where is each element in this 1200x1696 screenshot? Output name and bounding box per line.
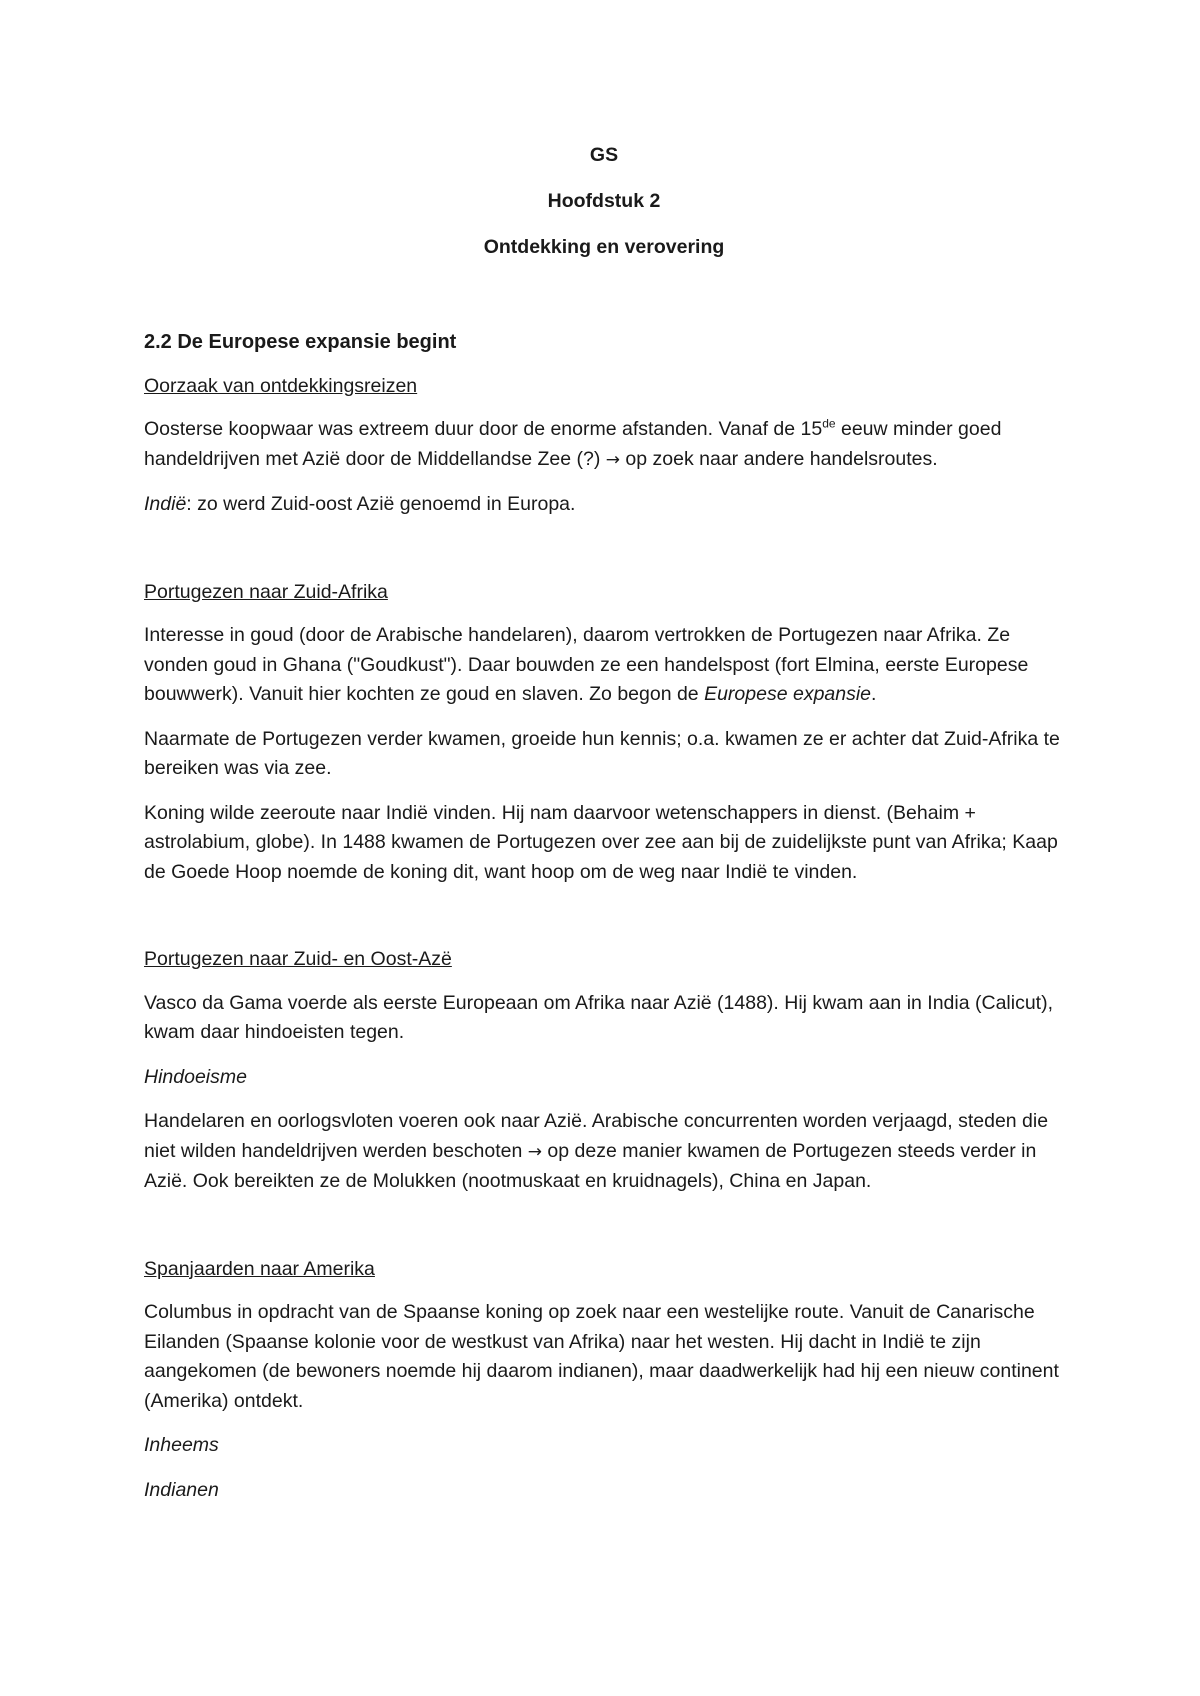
arrow-right-icon: → <box>527 1141 543 1162</box>
paragraph <box>144 415 1064 475</box>
term-text: Indianen <box>144 1478 219 1501</box>
superscript: de <box>822 416 836 431</box>
text-run: eeuw minder goed handeldrijven met Azië door de Middellandse Zee (?) <box>144 418 1002 470</box>
text-run: Oosterse koopwaar was extreem duur door de enorme afstanden. Vanaf de 15 <box>144 418 823 440</box>
paragraph: Columbus in opdracht van de Spaanse koning op zoek naar een westelijke route. Vanuit de Canarische Eilanden (Spaanse kolonie voor de westkust van Afrika) naar het westen. Hij dacht in Indië te zijn aangekomen (de bewoners noemde hij daarom indianen), maar daadwerkelijk had hij een nieuw continent (Amerika) ontdekt. <box>144 1301 1059 1412</box>
arrow-right-icon: → <box>605 449 621 470</box>
paragraph <box>144 621 1064 710</box>
term-inheems <box>144 1431 1064 1461</box>
doc-subject: GS <box>589 144 619 166</box>
term-india: Indië <box>144 493 187 515</box>
text-run: : zo werd Zuid-oost Azië genoemd in Europa. <box>186 493 576 515</box>
section-title: 2.2 De Europese expansie begint <box>144 331 457 353</box>
doc-title: Ontdekking en verovering <box>483 236 725 258</box>
subheading-zuid-afrika: Portugezen naar Zuid-Afrika <box>144 580 388 603</box>
text-run: Interesse in goud (door de Arabische handelaren), daarom vertrokken de Portugezen naar Afrika. Ze vonden goud in Ghana ("Goudkust"). Daar bouwden ze een handelspost (fort Elmina, eerste Europese bouwwerk). Vanuit hier kochten ze goud en slaven. Zo begon de <box>144 624 1029 705</box>
paragraph <box>144 490 1064 520</box>
term-text: Hindoeisme <box>144 1065 247 1088</box>
doc-chapter: Hoofdstuk 2 <box>547 190 661 212</box>
subheading-oost-azie: Portugezen naar Zuid- en Oost-Azë <box>144 948 452 970</box>
text-run: Handelaren en oorlogsvloten voeren ook naar Azië. Arabische concurrenten worden verjaagd, steden die niet wilden handeldrijven werden beschoten <box>144 1110 1049 1162</box>
term-indianen <box>144 1476 1064 1506</box>
term-hindoeisme <box>144 1063 1064 1093</box>
subheading-amerika: Spanjaarden naar Amerika <box>144 1257 375 1280</box>
text-run: . <box>871 683 877 705</box>
subheading-oorzaak: Oorzaak van ontdekkingsreizen <box>144 374 418 397</box>
paragraph: Naarmate de Portugezen verder kwamen, groeide hun kennis; o.a. kwamen ze er achter dat Zuid-Afrika te bereiken was via zee. <box>144 727 1060 779</box>
term-europese-expansie: Europese expansie <box>704 683 872 705</box>
paragraph <box>144 1107 1064 1197</box>
term-text: Inheems <box>144 1434 219 1456</box>
paragraph: Koning wilde zeeroute naar Indië vinden. Hij nam daarvoor wetenschappers in dienst. (Behaim + astrolabium, globe). In 1488 kwamen de Portugezen over zee aan bij de zuidelijkste punt van Afrika; Kaap de Goede Hoop noemde de koning dit, want hoop om de weg naar Indië te vinden. <box>144 801 1058 883</box>
text-run: op deze manier kwamen de Portugezen steeds verder in Azië. Ook bereikten ze de Molukken (nootmuskaat en kruidnagels), China en Japan. <box>144 1139 1037 1192</box>
paragraph: Vasco da Gama voerde als eerste Europeaan om Afrika naar Azië (1488). Hij kwam aan in India (Calicut), kwam daar hindoeisten tegen. <box>144 991 1054 1043</box>
document-body <box>144 140 1064 1520</box>
text-run: op zoek naar andere handelsroutes. <box>620 447 938 470</box>
